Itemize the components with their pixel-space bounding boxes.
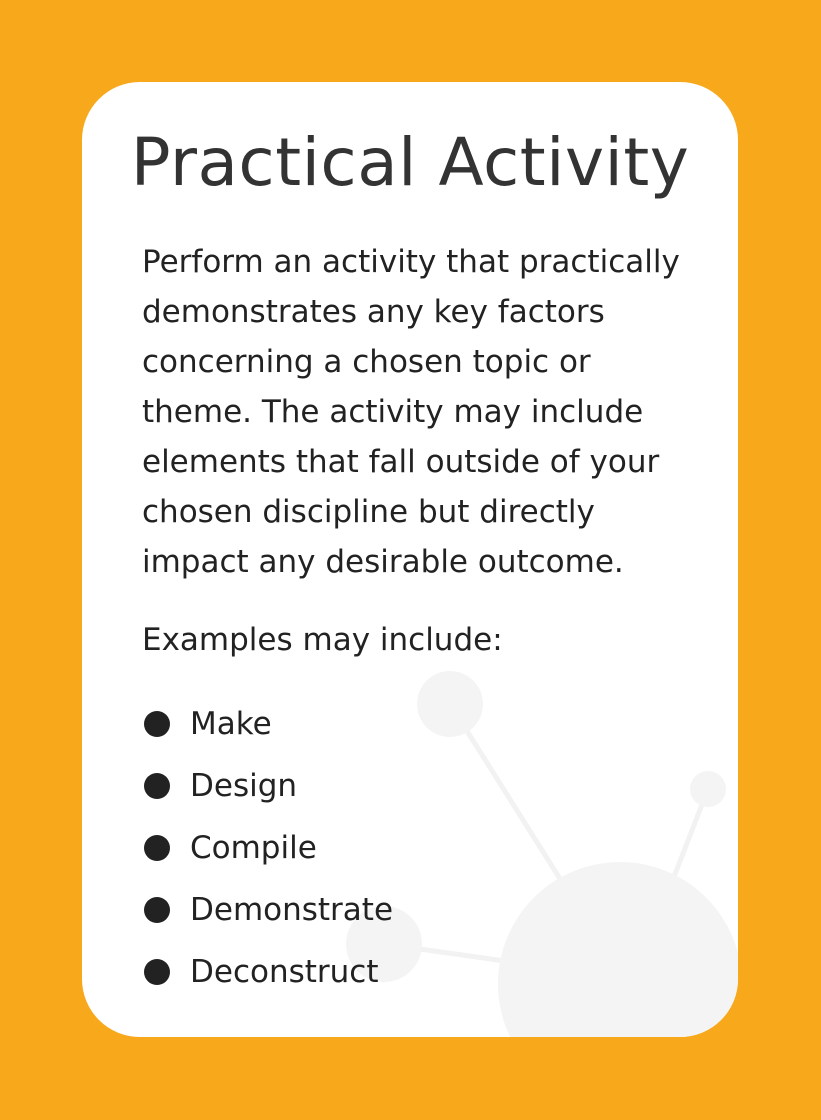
list-item [144,879,393,941]
bullet-icon [144,773,170,799]
description-line: Perform an activity that practically [142,244,680,280]
list-item [144,755,393,817]
description-line: impact any desirable outcome. [142,544,624,580]
description-line: theme. The activity may include [142,394,644,430]
example-label: Design [190,767,298,804]
description-line: concerning a chosen topic or [142,344,591,380]
description-line: chosen discipline but directly [142,494,595,530]
example-label: Make [190,705,272,742]
bullet-icon [144,835,170,861]
examples-list [144,693,393,1003]
examples-heading: Examples may include: [142,622,503,658]
list-item [144,817,393,879]
list-item [144,693,393,755]
example-label: Deconstruct [190,953,379,990]
bullet-icon [144,897,170,923]
bullet-icon [144,959,170,985]
activity-description [142,237,702,587]
card-title: Practical Activity [130,124,690,201]
example-label: Demonstrate [190,891,394,928]
example-label: Compile [190,829,317,866]
bullet-icon [144,711,170,737]
list-item [144,941,393,1003]
description-line: elements that fall outside of your [142,444,660,480]
activity-card [82,82,738,1037]
description-line: demonstrates any key factors [142,294,605,330]
